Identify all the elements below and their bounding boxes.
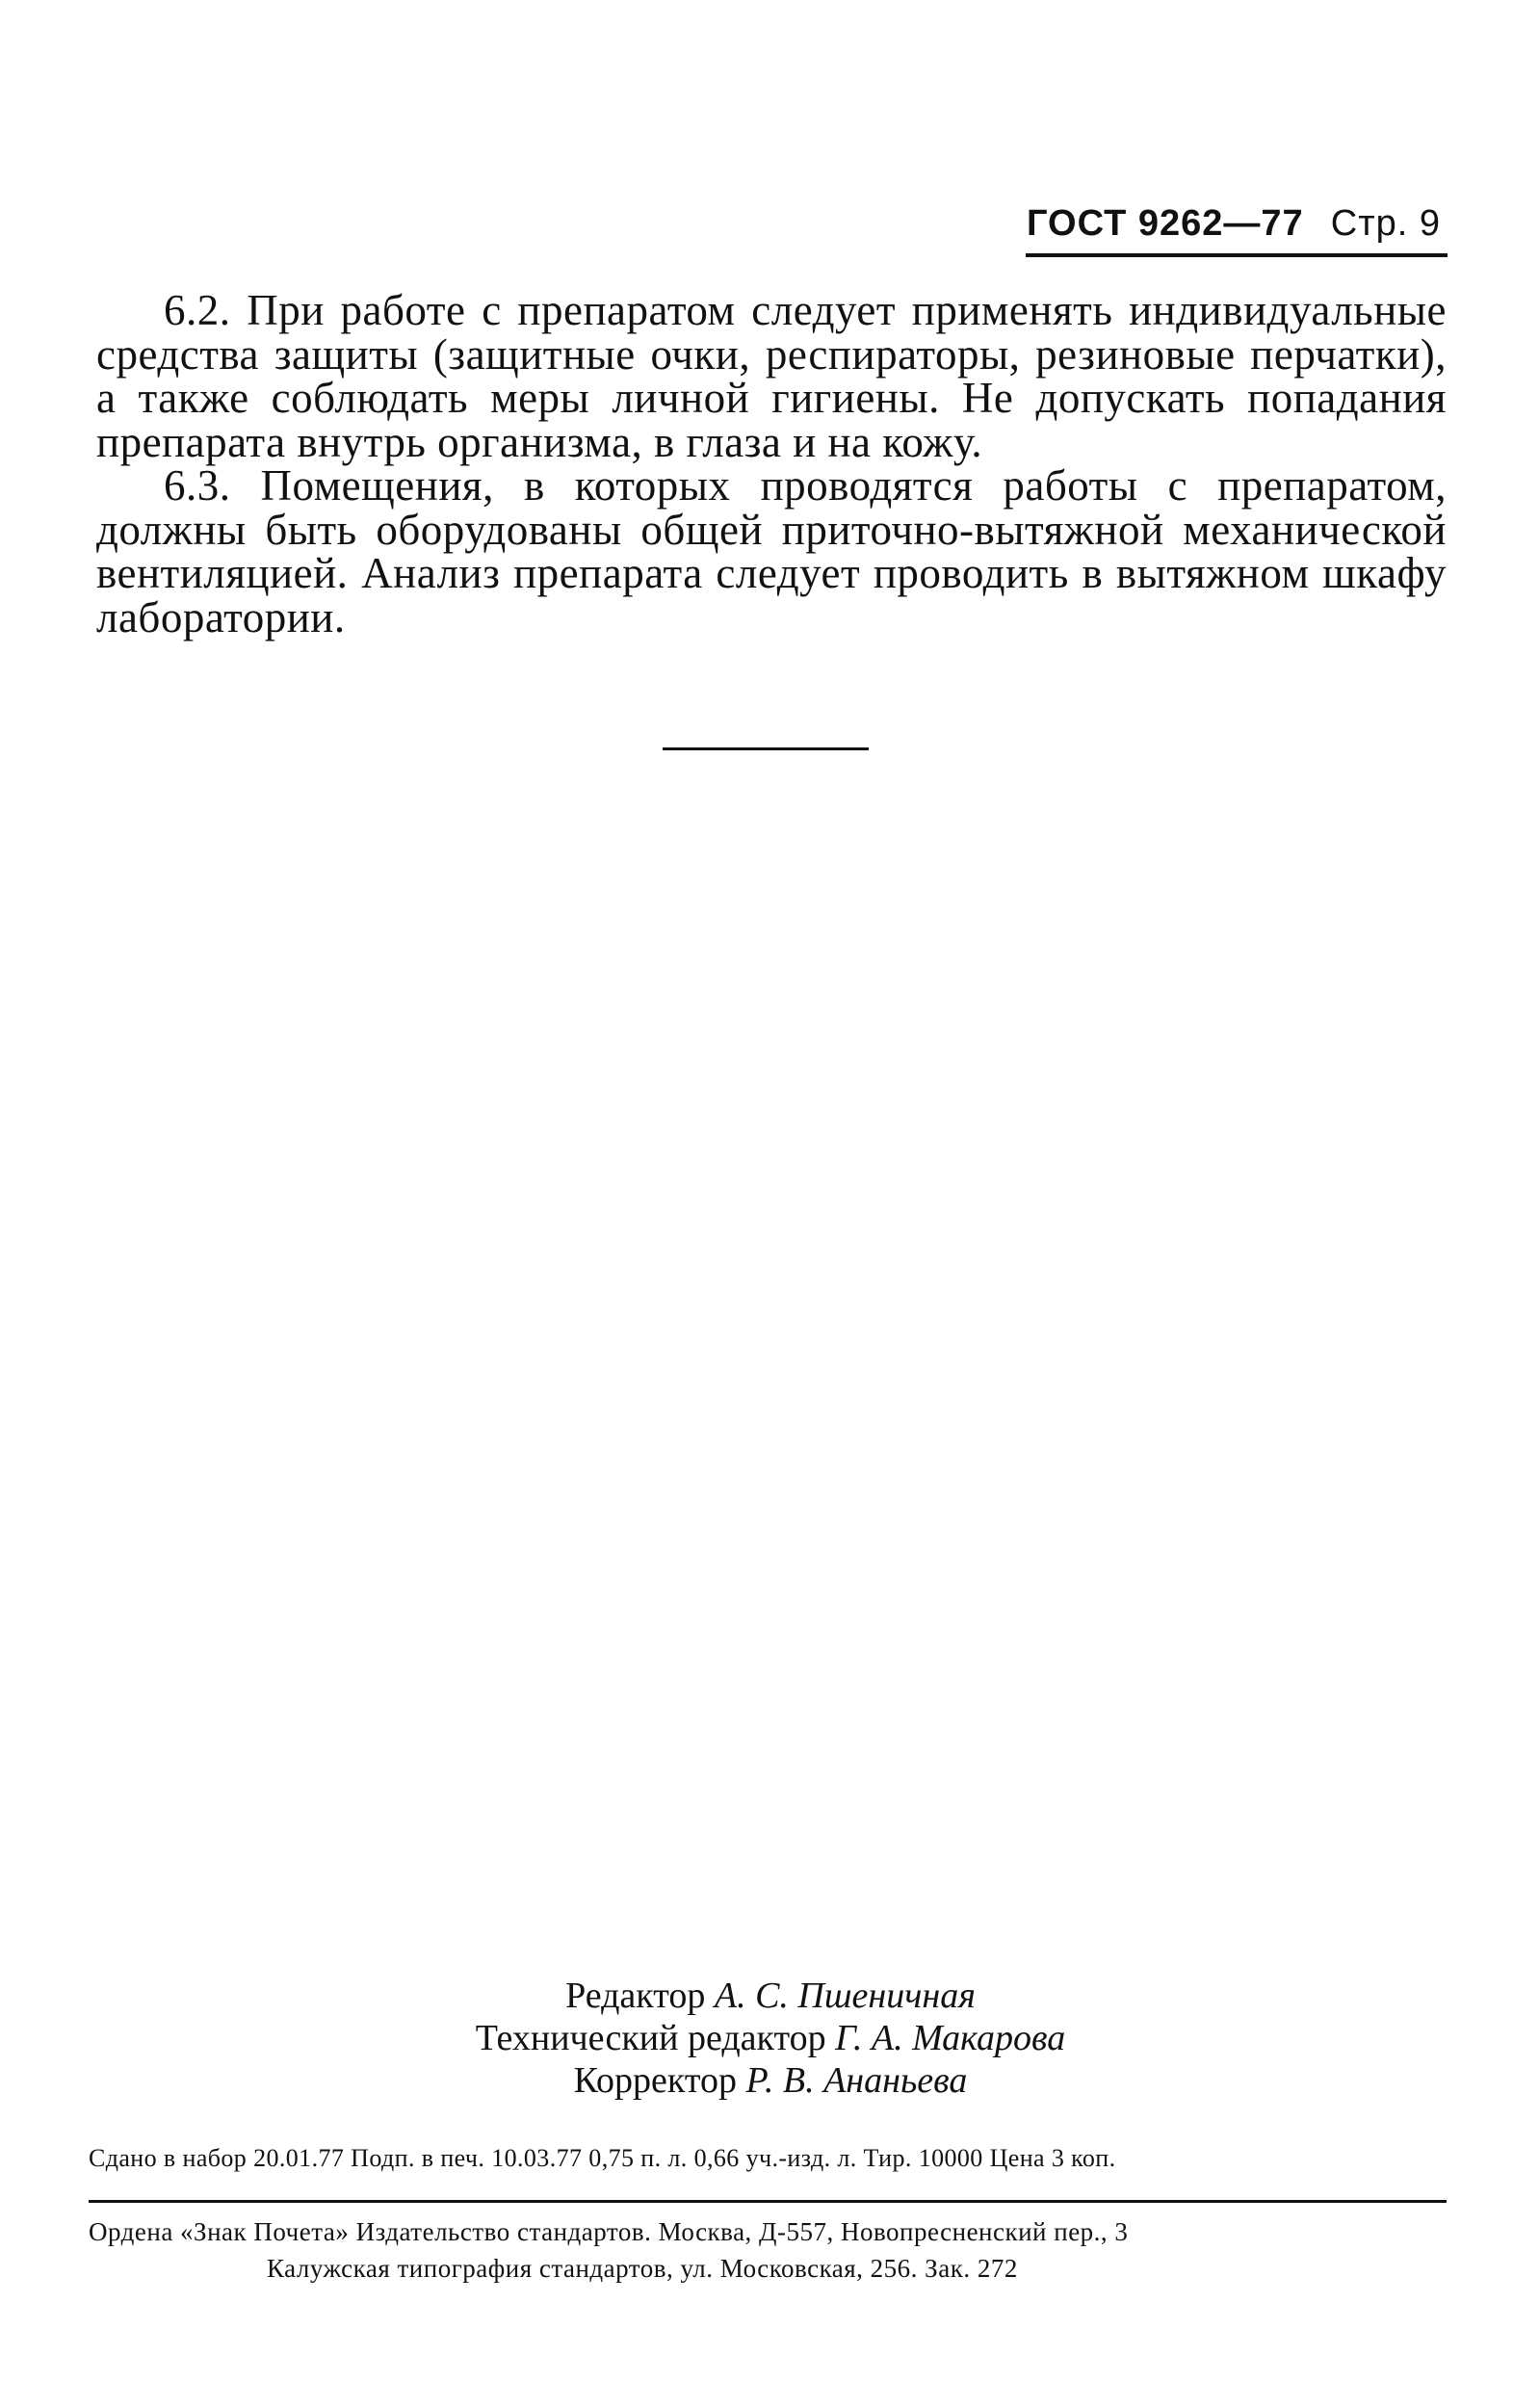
- publisher-line: Ордена «Знак Почета» Издательство стандартов. Москва, Д-557, Новопресненский пер., 3: [89, 2217, 1129, 2246]
- printer-line: Калужская типография стандартов, ул. Московская, 256. Зак. 272: [267, 2254, 1018, 2283]
- proofreader-name: Р. В. Ананьева: [745, 2060, 968, 2101]
- editor-role: Редактор: [565, 1976, 706, 2016]
- page-header: [963, 197, 1447, 255]
- tech-editor-role: Технический редактор: [475, 2018, 826, 2058]
- print-details-line: Сдано в набор 20.01.77 Подп. в печ. 10.03.77 0,75 п. л. 0,66 уч.-изд. л. Тир. 10000 Цена 3 коп.: [89, 2144, 1116, 2172]
- document-id: ГОСТ 9262—77: [1027, 203, 1304, 244]
- proofreader-credit: [289, 2059, 1252, 2102]
- page-number: Стр. 9: [1330, 203, 1441, 244]
- tech-editor-name: Г. А. Макарова: [835, 2018, 1066, 2058]
- paragraph-6-3: 6.3. Помещения, в которых проводятся работы с препаратом, должны быть оборудованы общей приточно-вытяжной механической вентиляцией. Анализ препарата следует проводить в вытяжном шкафу лаборатории.: [96, 461, 1447, 641]
- editorial-credits: [289, 1975, 1252, 2102]
- print-details: [89, 2144, 1456, 2173]
- paragraph-6-2: 6.2. При работе с препаратом следует применять индивидуальные средства защиты (защитные очки, респираторы, резиновые перчатки), а также соблюдать меры личной гигиены. Не допускать попадания препарата внутрь организма, в глаза и на кожу.: [96, 286, 1447, 466]
- section-end-rule: [663, 747, 869, 750]
- imprint-rule: [89, 2200, 1447, 2203]
- proofreader-role: Корректор: [573, 2060, 737, 2101]
- editor-credit: [289, 1975, 1252, 2017]
- body-text: [96, 286, 1447, 641]
- editor-name: А. С. Пшеничная: [714, 1976, 976, 2016]
- header-rule: [1026, 253, 1448, 257]
- publisher-imprint: [89, 2213, 1456, 2287]
- tech-editor-credit: [289, 2017, 1252, 2059]
